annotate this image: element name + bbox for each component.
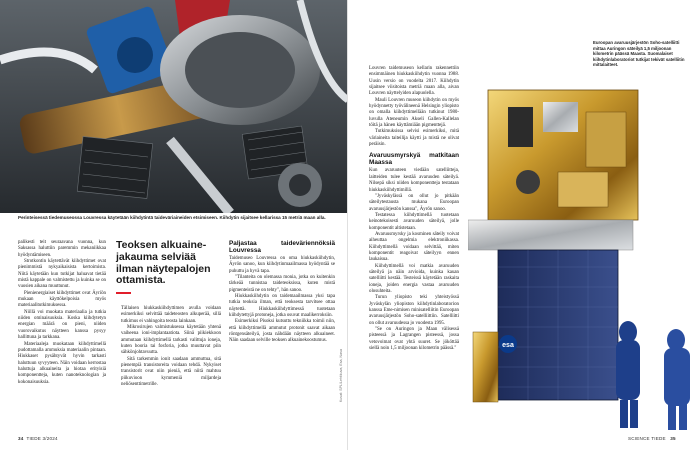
pull-quote-rule: [116, 292, 131, 294]
paragraph: "Se on Auringon ja Maan välisessä pisteessä ja Lagrangen pisteessä, jossa vetovoimat ovat yhtä suuret. Se jököttää siellä noin 1,5 miljoonan kilometrin päässä.": [369, 327, 459, 352]
paragraph: Hiukkaskiihdytin on taidemaailmassa yksi tapa tutkia teoksia ilman, että teoksesta tarvitsee ottaa näytettä. Hiukkaskiihdyttimessä tuotetaan kiihdytettyjä protoneja, jotka osuvat maalikerroksiin.: [229, 294, 335, 319]
section-heading: Avaruusmyrskyä matkitaan Maassa: [369, 152, 459, 167]
esa-logo: esa: [502, 342, 514, 349]
paragraph: Sitä tarkemmin ionit saadaan ammuttua, sitä pienempiä transistoreita voidaan tehdä. Nykyiset transistorit ovat niin pieniä, että niitä mahtuu piikuvioon kymmeniä miljardeja neliösenttimetrille.: [121, 356, 221, 388]
paragraph: Taidemuseo Louvressa on oma hiukkaskiihdytin, Äyrön sanoo, kun kiihdytinmaailmassa hyödyntää se puhuttu ja hyvä tapa.: [229, 256, 335, 274]
paragraph: Avaruusmyrsky ja kosminen säteily voivat aiheuttaa ongelmia elektroniikassa. Kiihdyttimellä voidaan selvittää, miten komponentit reagoivat säteilyyn ennen laukaisua.: [369, 231, 459, 263]
paragraph: Mauli Louvren museon kiihdytin on myös hyödynnetty työvälineenä Helsingin yliopisto on omalla kiihdyttimellään tutkinut 1980-luvulla Ateneumin Akseli Gallen-Kallelan töitä ja hänen käyttämiään pigmenttejä.: [369, 97, 459, 129]
paragraph: Tutkimuksissa selvisi esimerkiksi, mitä väriaineita taiteilija käytti ja mistä ne olivat peräisin.: [369, 129, 459, 148]
paragraph: Pienienergiaiset kiihdyttimet ovat Äyriön mukaan käyttökelpoisia myös materiaalitutkimuksessa.: [18, 290, 106, 309]
pull-quote-text: Teoksen alkuainejakauma selviää ilman näytepalojen ottamista.: [116, 239, 211, 287]
paragraph: Mikrosirujen valmistuksessa käytetään yhtenä vaiheena ioni-implantaatiota. Siinä piikiekkoon ammutaan kiihdyttimellä tarkasti valittuja ioneja, kuten booria tai fosforia, jotka muuttavat piin sähkönjohtavuutta.: [121, 325, 221, 356]
hero-caption: Perinteisessä tiedemuseossa Louvressa käytetään kiihdytintä taideväriaineiden etsimiseen. Kiihdytin sijaitsee kellarissa 15 metriä maan alla.: [18, 215, 326, 220]
section-heading: Paljastaa taideväriennöksiä Louvressa: [229, 240, 335, 254]
soho-satellite-photo: [468, 82, 696, 432]
paragraph: Kiihdyttimellä voi matkia avaruuden säteilyä ja näin arvioida, kuinka kauan satelliitti kestää. Testeissä käytetään raskaita ioneja, joiden energia vastaa avaruuden olosuhteita.: [369, 263, 459, 294]
page-number: 35: [670, 436, 676, 441]
paragraph: Louvren taidemuseon kellarin rakennettiin ensimmäinen hiukkaskiihdytin vuonna 1988. Uusin versio on vuodelta 2017. Kiihdytin sijaitsee viisitoista metriä maan alla, aivan Louvren näyttelyiden alapuolella.: [369, 66, 459, 97]
pull-quote: [116, 240, 226, 294]
magazine-issue: TIEDE 3/2024: [26, 436, 58, 441]
photo-credit: Kuvat: SPL/Lehtikuva, Esa, Nasa: [339, 349, 343, 402]
paragraph: Materiaaleja muokataan kiihdyttimellä pudottamalla ammuksia materiaalin pintaan. Hiukkaset pysähtyvät hyvin tarkasti haluttuun syvyyteen. Näin voidaan kerrostaa haluttuja alkuaineita ja hiotaa erityisiä komponentteja, kuten nanoteknologian ja kokonaisuuksia.: [18, 341, 106, 385]
left-column-2: [121, 306, 221, 388]
paragraph: Turun yliopisto teki yhteistyössä Jyväskylän yliopiston kiihdytinlaboratorion kanssa Eme-nimisen minisatelliitin Euroopan avaruusjärjestön Soho-satelliittiin. Satelliitti on ollut avaruudessa jo vuodesta 1995.: [369, 295, 459, 326]
technician-figure: [616, 321, 640, 428]
left-column-1: [18, 240, 106, 386]
paragraph: palikesti teit seuraavana vuonna, kun Saksassa haluttiin paremmin mekaniikkaa hyödyntämiseen.: [18, 240, 106, 258]
left-column-3: [229, 240, 335, 345]
paragraph: "Tilanteita on olemassa monia, jotka on kuitenkin tärkeää tunnistaa taideteoksissa, kuten mistä pigmenteistä ne on tehty", hän sanoo.: [229, 275, 335, 293]
accelerator-illustration: [0, 0, 348, 213]
paragraph: "Jyväskylässä on ollut jo pitkään säteilytestausta mukana Euroopan avaruusjärjestön kanssa", Äyrön sanoo.: [369, 193, 459, 212]
right-column-1: [369, 66, 459, 352]
paragraph: Strotkontin käytettävät kiihdyttimet ovat pienimmistä nykyaikaisista kertoimista. Niitä käytetään kun tutkijat haluavat tietää mistä kappale on valmistettu ja kuinka se on vuosien aikana muuttunut.: [18, 259, 106, 290]
paragraph: Kun avaruuteen viedään satelliitteja, laitteiden tulee kestää avaruuden säteilyä. Nilsepä siksi niiden komponentteja testataan hiukkaskiihdyttimillä.: [369, 168, 459, 193]
paragraph: Niillä voi muokata materiaalia ja tutkia niiden ominaisuuksia. Koska kiihdytetyn energian määrä on pieni, niiden vuorovaikutus näytteen kanssa pysyy hallittuna ja tarkkana.: [18, 309, 106, 341]
satellite-caption: Euroopan avaruusjärjestön Soho-satelliitti mittaa Auringon säteilyä 1,5 miljoonan kilometrin päässä Maasta. Suomalaiset kiihdytinlaboratoriot tutkijat tekivät satelliitin mittalaitteet.: [593, 40, 685, 68]
folio-left: [18, 436, 58, 441]
paragraph: Testatessa kiihdyttimellä tuotetaan keinotekoisesti avaruuden säteilyä, jolle komponentit altistetaan.: [369, 212, 459, 231]
folio-right: [628, 436, 679, 441]
paragraph: Tällaisen hiukkaskiihdyttimen avulla voidaan esimerkiksi selvittää taideteosten alkuperää, sillä tutkimus ei vahingoita teosta lainkaan.: [121, 306, 221, 324]
page-number: 34: [18, 436, 24, 441]
hero-photo-accelerator: [0, 0, 348, 213]
technician-figure: [664, 329, 690, 430]
magazine-issue: SCIENCE TIEDE: [628, 436, 666, 441]
paragraph: Esimerkiksi Pisoksi kutsuttu tekniikka toimii niin, että kiihdyttimellä ammutut protonit saavat aikaan röntgensäteilyä, josta nähdään näytteen alkuaineet. Näin saadaan selville teoksen alkuainekoostumus.: [229, 319, 335, 344]
